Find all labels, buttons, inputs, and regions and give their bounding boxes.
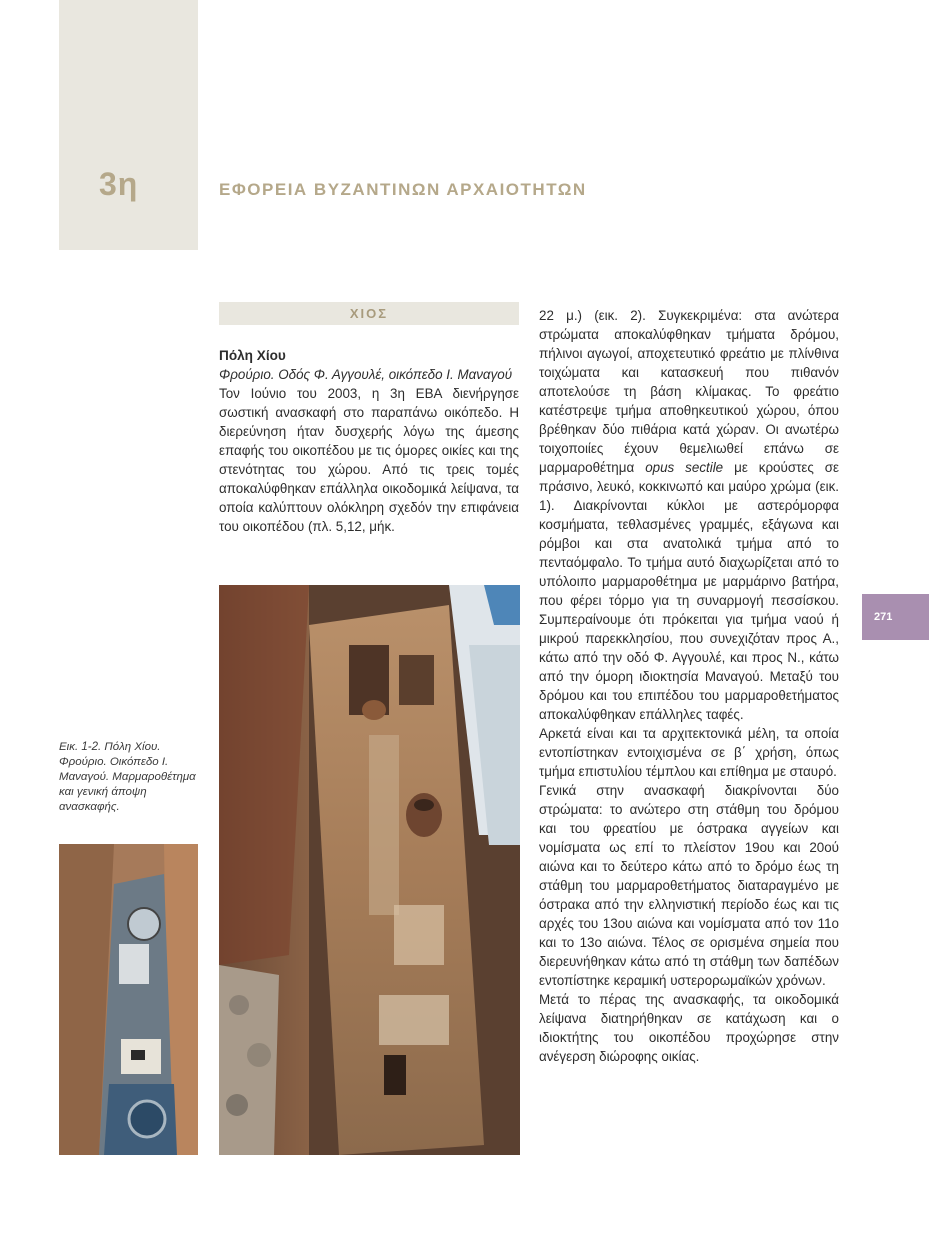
strata-paragraph: Γενικά στην ανασκαφή διακρίνονται δύο στρώματα: το ανώτερο στη στάθμη του δρόμου και του φρεατίου με όστρακα αγγείων και νομίσματα ως επί το πλείστον 19ου και 20ού αιώνα και το δεύτερο κάτω από το δρόμο έως τη στάθμη του μαρμαροθετήματος διαταραγμένο με όστρακα από την ελληνιστική περίοδο έως και τις αρχές του 13ου αιώνα και νομίσματα από τον 11ο και το 13ο αιώνα. Τέλος σε ορισμένα σημεία που διερευνήθηκαν κάτω από τη στάθμη των δαπέδων εντοπίστηκε κεραμική υστερορωμαϊκών χρόνων. xyxy=(539,783,839,988)
page-number-tab: 271 xyxy=(862,594,929,640)
right-text-column xyxy=(539,306,839,1066)
opus-sectile-term: opus sectile xyxy=(645,460,724,475)
place-title: Πόλη Χίου xyxy=(219,348,286,363)
ephoreia-title: ΕΦΟΡΕΙΑ ΒΥΖΑΝΤΙΝΩΝ ΑΡΧΑΙΟΤΗΤΩΝ xyxy=(219,180,587,199)
left-text-column xyxy=(219,346,519,536)
conclusion-paragraph: Μετά το πέρας της ανασκαφής, τα οικοδομικά λείψανα διατηρήθηκαν σε κατάχωση και ο ιδιοκτήτης του οικοπέδου προχώρησε στην ανέγερση διώροφης οικίας. xyxy=(539,992,839,1064)
intro-paragraph: Τον Ιούνιο του 2003, η 3η ΕΒΑ διενήργησε σωστική ανασκαφή στο παραπάνω οικόπεδο. Η διερεύνηση ήταν δυσχερής λόγω της άμεσης επαφής του οικοπέδου με τις όμορες οικίες και της στενότητας του χώρου. Από τις τρεις τομές αποκαλύφθηκαν επάλληλα οικοδομικά λείψανα, τα οποία καλύπτουν ολόκληρη σχεδόν την επιφάνεια του οικοπέδου (πλ. 5,12, μήκ. xyxy=(219,386,519,534)
mosaic-floor-photo xyxy=(59,844,198,1155)
excavation-overview-photo xyxy=(219,585,520,1155)
description-text-a: 22 μ.) (εικ. 2). Συγκεκριμένα: στα ανώτερα στρώματα αποκαλύφθηκαν τμήματα δρόμου, πήλινοι αγωγοί, αποχετευτικό φρεάτιο με πλίνθινα τοιχώματα και κατασκευή που πιθανόν αποτελούσε τη βάση κλίμακας. Το φρεάτιο κατέστρεψε τμήμα αποθηκευτικού χώρου, όπου βρέθηκαν δύο πιθάρια κατά χώραν. Οι ανωτέρω τοιχοποιίες έχουν θεμελιωθεί επάνω σε μαρμαροθέτημα xyxy=(539,308,839,475)
figure-caption: Εικ. 1-2. Πόλη Χίου. Φρούριο. Οικόπεδο Ι. Μαναγού. Μαρμαροθέτημα και γενική άποψη ανασκαφής. xyxy=(59,741,196,813)
ephoreia-number: 3η xyxy=(99,166,139,202)
section-label: ΧΙΟΣ xyxy=(219,302,519,325)
description-text-b: με κρούστες σε πράσινο, λευκό, κοκκινωπό και μαύρο χρώμα (εικ. 1). Διακρίνονται κύκλοι με αστερόμορφα κοσμήματα, τεθλασμένες γραμμές, εξάγωνα και ρόμβοι και στα ανατολικά τμήμα από το πενταόμφαλο. Το τμήμα αυτό διαχωρίζεται από το υπόλοιπο μαρμαροθέτημα με μαρμάρινο βατήρα, που φέρει τόρμο για τη συναρμογή πεσσίσκου. Συμπεραίνουμε ότι πρόκειται για τμήμα ναού ή μικρού παρεκκλησίου, που συνεχιζόταν προς Α., κάτω από την οδό Φ. Αγγουλέ, και προς Ν., κάτω από την όμορη ιδιοκτησία Μαναγού. Μεταξύ του δρόμου και του επιπέδου του μαρμαροθετήματος αποκαλύφθηκαν επάλληλες ταφές. xyxy=(539,460,839,722)
description-paragraph xyxy=(539,306,839,724)
architectural-members-paragraph: Αρκετά είναι και τα αρχιτεκτονικά μέλη, τα οποία εντοπίστηκαν εντοιχισμένα σε β΄ χρήση, όπως τμήμα επιστυλίου τέμπλου και επίθημα με σταυρό. xyxy=(539,726,839,779)
site-title: Φρούριο. Οδός Φ. Αγγουλέ, οικόπεδο Ι. Μαναγού xyxy=(219,367,513,382)
header-color-block xyxy=(59,0,198,250)
